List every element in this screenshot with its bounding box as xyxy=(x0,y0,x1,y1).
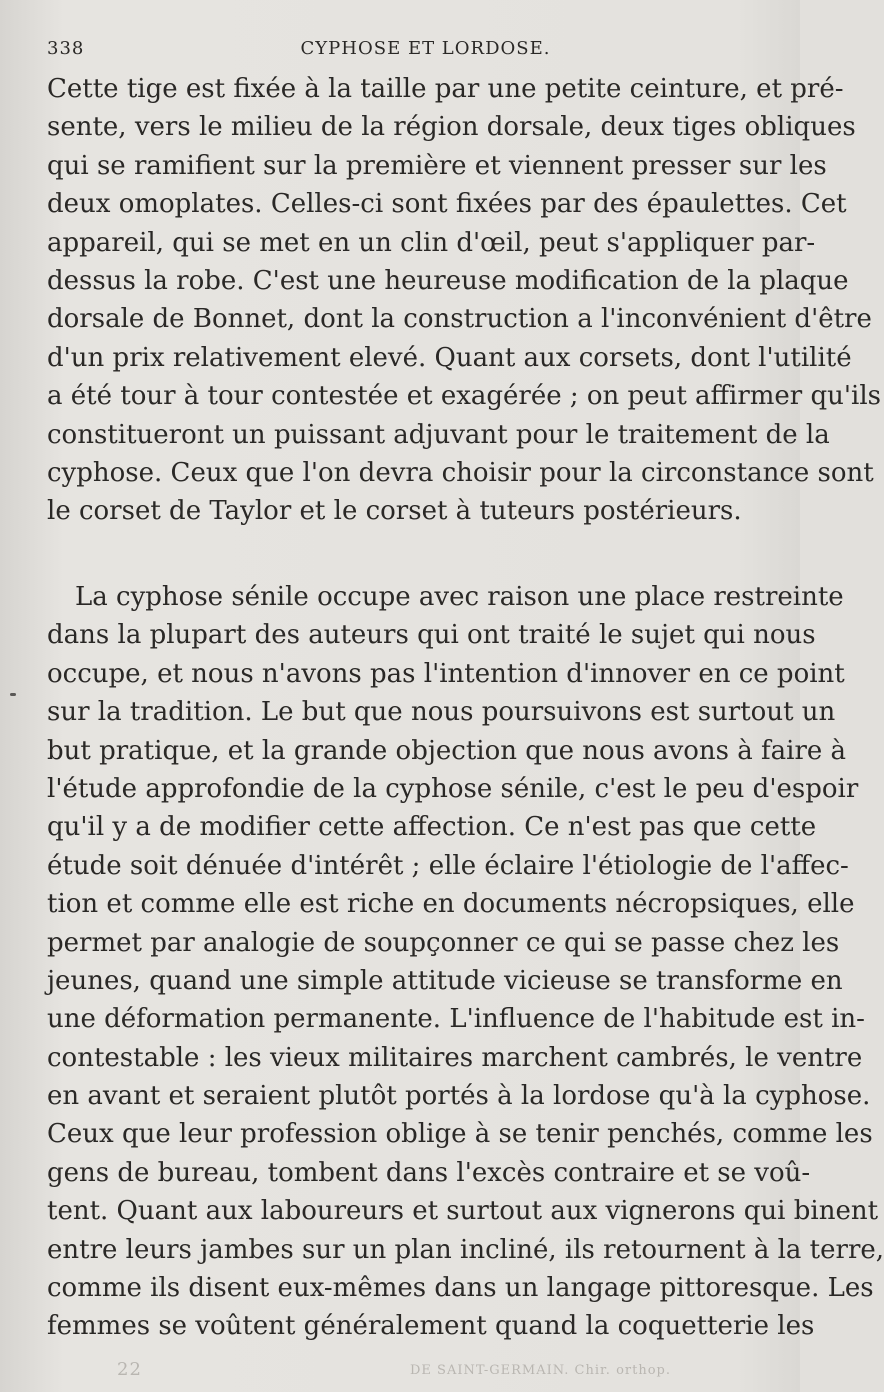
margin-mark xyxy=(10,693,16,696)
text-line: cyphose. Ceux que l'on devra choisir pour la circonstance sont xyxy=(47,457,874,488)
paragraph-continued xyxy=(47,70,882,531)
text-line: occupe, et nous n'avons pas l'intention d'innover en ce point xyxy=(47,658,845,689)
text-line: jeunes, quand une simple attitude vicieuse se transforme en xyxy=(47,965,843,996)
text-line: a été tour à tour contestée et exagérée ; on peut affirmer qu'ils xyxy=(47,381,882,412)
text-line: en avant et seraient plutôt portés à la lordose qu'à la cyphose. xyxy=(47,1081,871,1112)
text-line: La cyphose sénile occupe avec raison une place restreinte xyxy=(75,582,844,612)
text-line: une déformation permanente. L'influence de l'habitude est in- xyxy=(47,1004,865,1035)
running-title: CYPHOSE ET LORDOSE. xyxy=(300,38,551,59)
text-line: tion et comme elle est riche en documents nécropsiques, elle xyxy=(47,889,855,920)
text-line: qu'il y a de modifier cette affection. Ce n'est pas que cette xyxy=(47,812,817,843)
text-line: dorsale de Bonnet, dont la construction a l'inconvénient d'être xyxy=(47,304,872,335)
running-head xyxy=(47,38,774,68)
text-line: femmes se voûtent généralement quand la coquetterie les xyxy=(47,1311,815,1342)
text-line: l'étude approfondie de la cyphose sénile, c'est le peu d'espoir xyxy=(47,773,859,804)
text-line: Cette tige est fixée à la taille par une petite ceinture, et pré- xyxy=(47,74,844,104)
text-line: permet par analogie de soupçonner ce qui se passe chez les xyxy=(47,927,840,958)
paragraph-cyphose-senile xyxy=(47,578,884,1346)
text-line: Ceux que leur profession oblige à se tenir penchés, comme les xyxy=(47,1119,873,1150)
text-line: comme ils disent eux-mêmes dans un langage pittoresque. Les xyxy=(47,1273,874,1304)
text-line: d'un prix relativement elevé. Quant aux corsets, dont l'utilité xyxy=(47,342,852,373)
text-line: le corset de Taylor et le corset à tuteurs postérieurs. xyxy=(47,496,742,527)
text-line: appareil, qui se met en un clin d'œil, peut s'appliquer par- xyxy=(47,227,816,258)
text-line: but pratique, et la grande objection que nous avons à faire à xyxy=(47,735,847,766)
bleed-through-page-number: 22 xyxy=(117,1359,142,1380)
text-line: sur la tradition. Le but que nous poursuivons est surtout un xyxy=(47,697,836,728)
text-line: tent. Quant aux laboureurs et surtout aux vignerons qui binent xyxy=(47,1196,879,1227)
page-number: 338 xyxy=(47,38,85,59)
text-line: contestable : les vieux militaires marchent cambrés, le ventre xyxy=(47,1042,863,1073)
bleed-through-signature: DE SAINT-GERMAIN. Chir. orthop. xyxy=(410,1363,671,1378)
text-line: constitueront un puissant adjuvant pour le traitement de la xyxy=(47,419,830,450)
text-line: deux omoplates. Celles-ci sont fixées par des épaulettes. Cet xyxy=(47,189,847,220)
text-line: gens de bureau, tombent dans l'excès contraire et se voû- xyxy=(47,1157,811,1188)
text-line: dans la plupart des auteurs qui ont traité le sujet qui nous xyxy=(47,620,816,651)
text-line: entre leurs jambes sur un plan incliné, ils retournent à la terre, xyxy=(47,1234,884,1265)
text-line: étude soit dénuée d'intérêt ; elle éclaire l'étiologie de l'affec- xyxy=(47,850,849,881)
text-line: dessus la robe. C'est une heureuse modification de la plaque xyxy=(47,265,849,296)
text-line: sente, vers le milieu de la région dorsale, deux tiges obliques xyxy=(47,112,856,143)
text-line: qui se ramifient sur la première et viennent presser sur les xyxy=(47,150,827,181)
